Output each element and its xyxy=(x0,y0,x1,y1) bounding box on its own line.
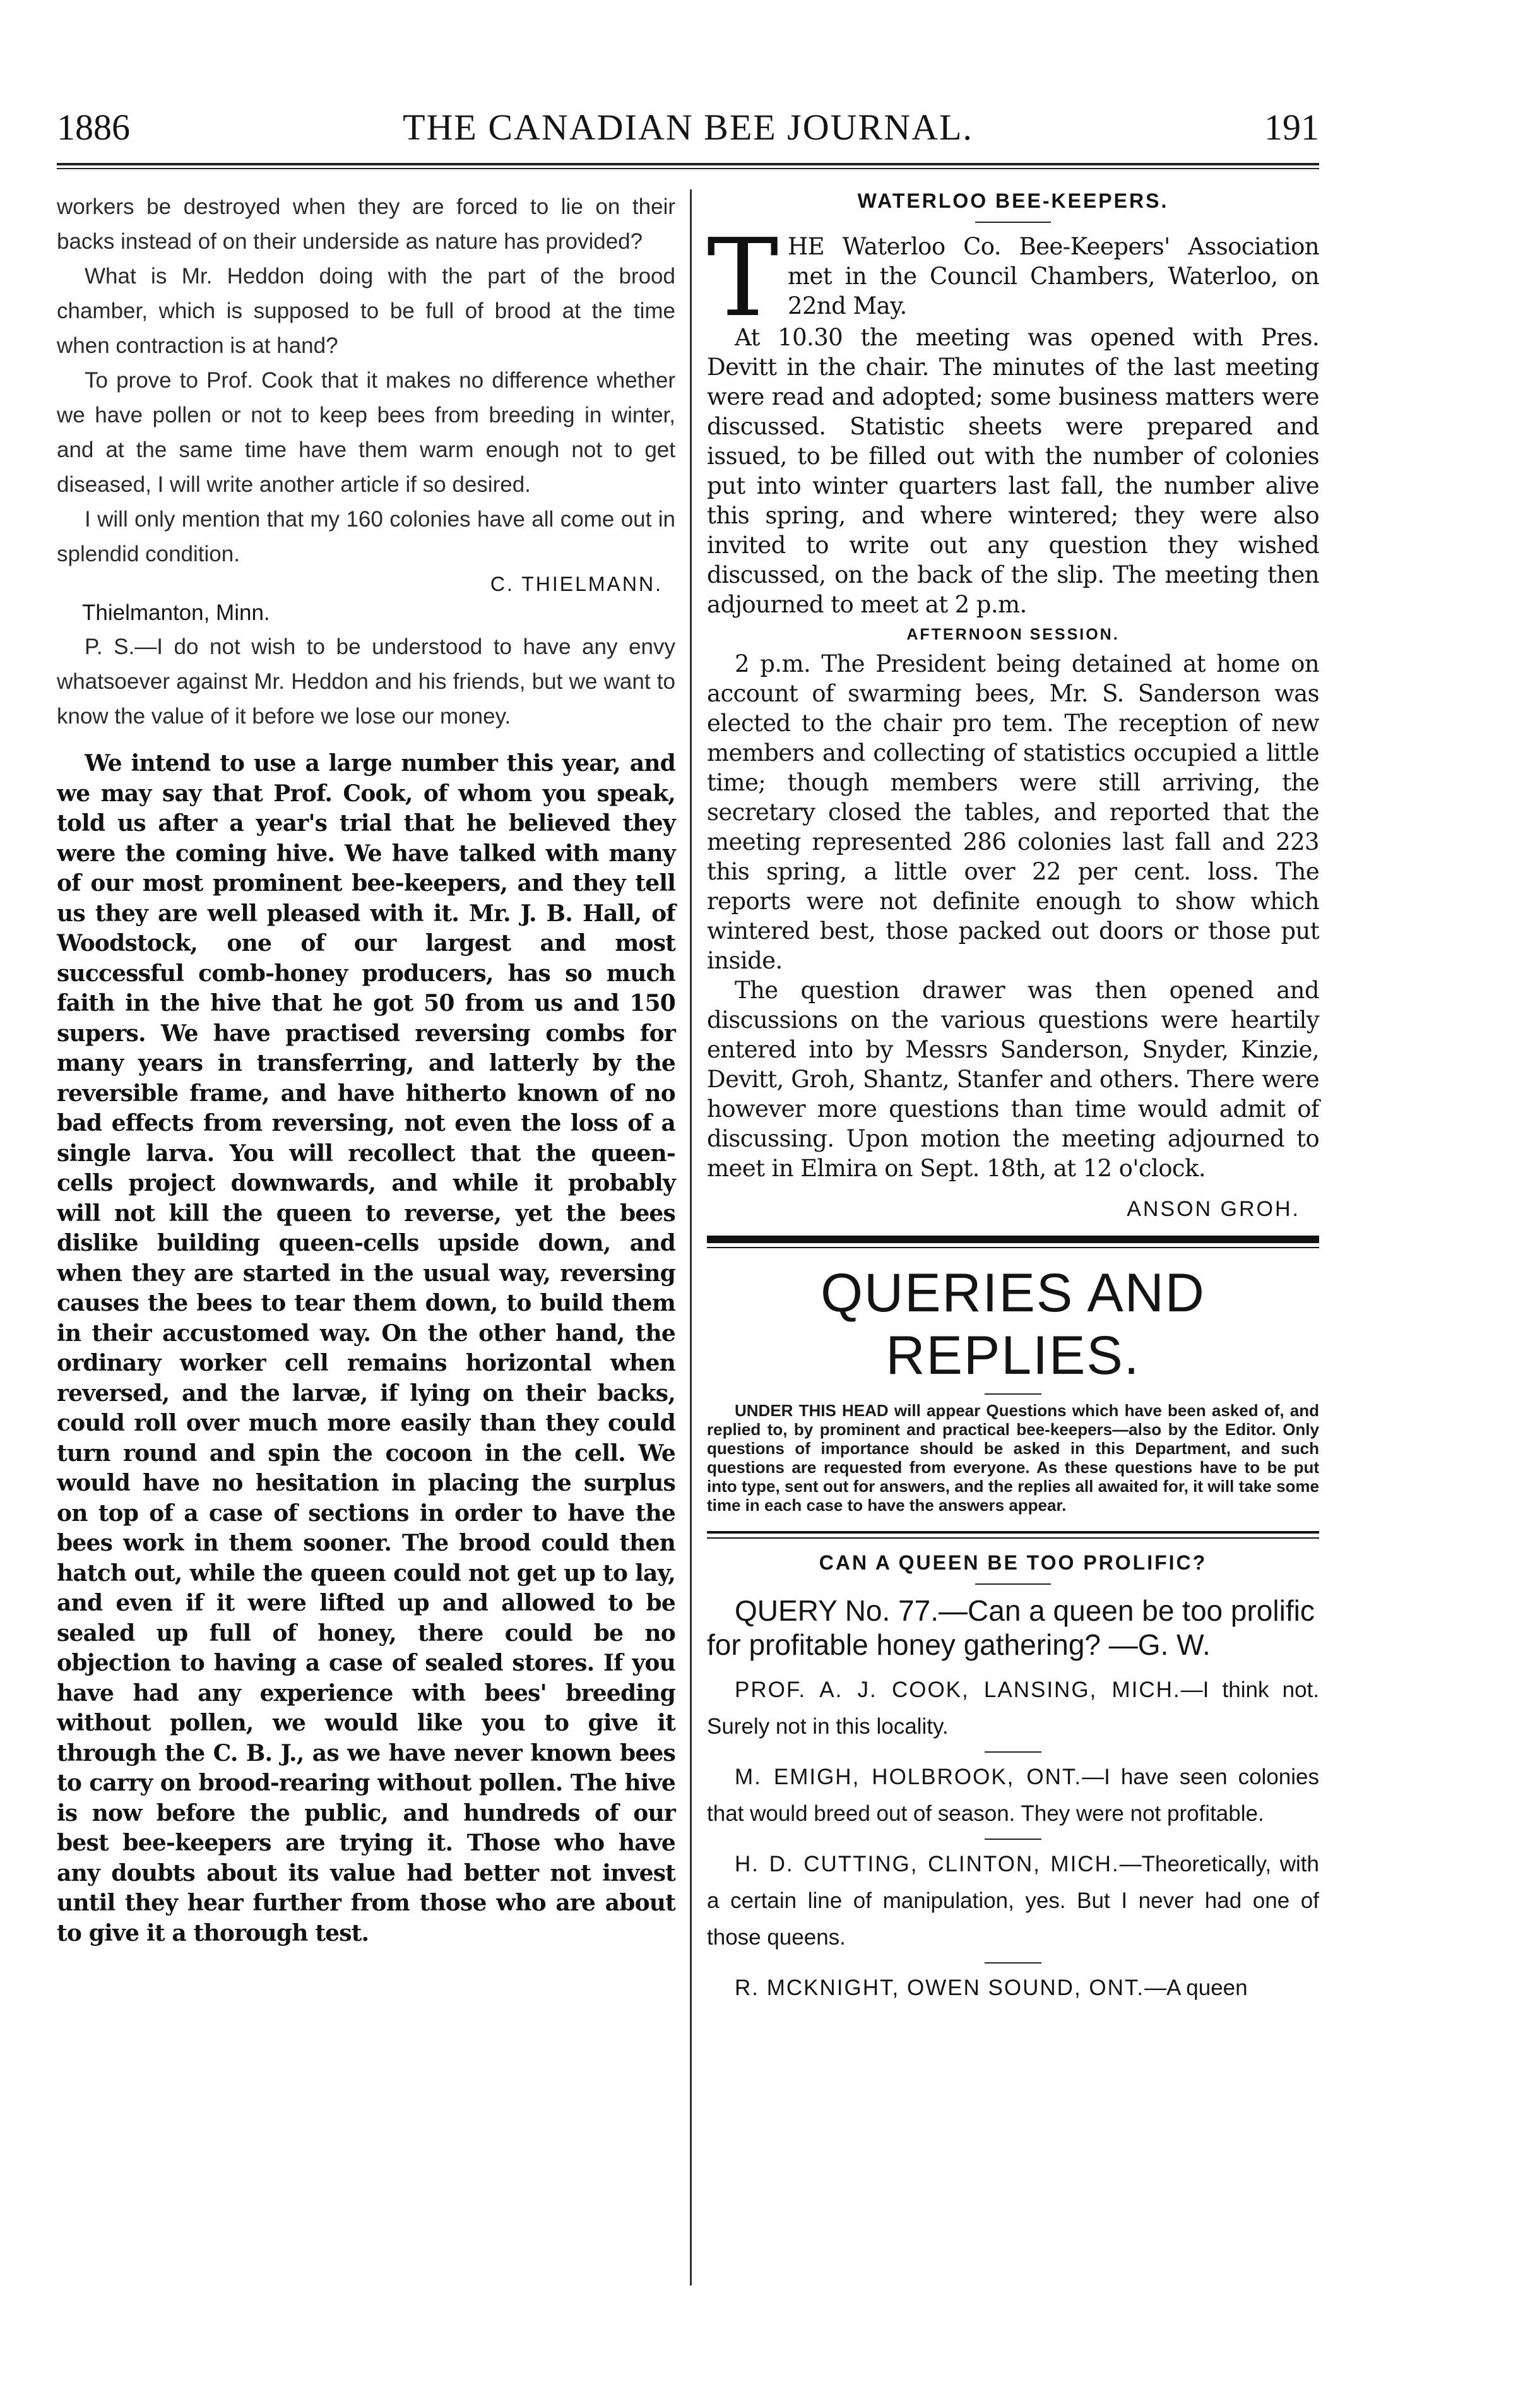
answer-rule xyxy=(985,1962,1041,1964)
journal-title: THE CANADIAN BEE JOURNAL. xyxy=(403,107,973,148)
page-header xyxy=(57,95,1319,164)
answer-text: —I have seen colonies that would breed out of season. They were not profitable. xyxy=(707,1765,1319,1826)
journal-page xyxy=(57,95,1319,2368)
answer-item xyxy=(707,1970,1319,2006)
intro-rule xyxy=(707,1531,1319,1539)
answer-author: PROF. A. J. COOK, LANSING, MICH. xyxy=(735,1678,1181,1702)
waterloo-paragraph: HE Waterloo Co. Bee-Keepers' Association met in the Council Chambers, Waterloo, on 22nd May. xyxy=(788,233,1319,319)
answer-text: —I think not. Surely not in this locality. xyxy=(707,1678,1319,1739)
right-column xyxy=(707,189,1319,2006)
editor-reply: We intend to use a large number this year, and we may say that Prof. Cook, of whom you speak, told us after a year's trial that he believed they were the coming hive. We have talked with many of our most prominent bee-keepers, and they tell us they are well pleased with it. Mr. J. B. Hall, of Woodstock, one of our largest and most successful comb-honey producers, has so much faith in the hive that he got 50 from us and 150 supers. We have practised reversing combs for many years in transferring, and latterly by the reversible frame, and have hitherto known of no bad effects from reversing, not even the loss of a single larva. You will recollect that the queen-cells project downwards, and while it probably will not kill the queen to reverse, yet the bees dislike building queen-cells upside down, and when they are started in the usual way, reversing causes the bees to tear them down, to build them in their accustomed way. On the other hand, the ordinary worker cell remains horizontal when reversed, and the larvæ, if lying on their backs, could roll over much more easily than they could turn round and spin the cocoon in the cell. We would have no hesitation in placing the surplus on top of a case of sections in order to have the bees work in them sooner. The brood could then hatch out, while the queen could not get up to lay, and even if it were lifted up and allowed to be sealed up full of honey, there could be no objection to having a case of sealed stores. If you have had any experience with bees' breeding without pollen, we would like you to give it through the C. B. J., as we have never known bees to carry on brood-rearing without pollen. The hive is now before the public, and hundreds of our best bee-keepers are trying it. Those who have any doubts about its value had better not invest until they hear further from those who are about to give it a thorough test. xyxy=(57,750,675,1946)
queen-heading: CAN A QUEEN BE TOO PROLIFIC? xyxy=(819,1551,1207,1574)
queries-intro: UNDER THIS HEAD will appear Questions which have been asked of, and replied to, by prominent and practical bee-keepers—also by the Editor. Only questions of importance should be asked in this Department, and such questions are requested from everyone. As these questions have to be put into type, sent out for answers, and the replies all awaited for, it will take some time in each case to have the answers appear. xyxy=(707,1401,1319,1515)
answer-author: M. EMIGH, HOLBROOK, ONT. xyxy=(735,1765,1082,1789)
answer-author: H. D. CUTTING, CLINTON, MICH. xyxy=(735,1852,1120,1876)
letter-paragraph: workers be destroyed when they are forced to lie on their backs instead of on their underside as nature has provided? xyxy=(57,194,675,254)
waterloo-intro xyxy=(707,216,1319,341)
waterloo-heading: WATERLOO BEE-KEEPERS. xyxy=(857,189,1169,212)
answer-item xyxy=(707,1846,1319,1956)
section-thick-rule xyxy=(707,1236,1319,1243)
header-year: 1886 xyxy=(57,107,130,148)
heading-rule xyxy=(975,222,1051,223)
title-rule xyxy=(985,1393,1041,1395)
answer-rule xyxy=(985,1839,1041,1840)
letter-signature: C. THIELMANN. xyxy=(490,573,663,595)
afternoon-paragraph: 2 p.m. The President being detained at home on account of swarming bees, Mr. S. Sanderson was elected to the chair pro tem. The reception of new members and collecting of statistics occupied a little time; though members were still arriving, the secretary closed the tables, and reported that the meeting represented 286 colonies last fall and 223 this spring, a little over 22 per cent. loss. The reports were not definite enough to show which wintered best, those packed out doors or those put inside. xyxy=(707,650,1319,974)
heading-rule xyxy=(975,1583,1051,1585)
query-text: QUERY No. 77.—Can a queen be too prolific for profitable honey gathering? —G. W. xyxy=(707,1594,1315,1661)
report-signature: ANSON GROH. xyxy=(1127,1197,1300,1221)
section-thin-rule xyxy=(707,1247,1319,1248)
queries-replies-title: QUERIES AND REPLIES. xyxy=(821,1263,1206,1386)
afternoon-heading: AFTERNOON SESSION. xyxy=(906,626,1120,643)
letter-paragraph: I will only mention that my 160 colonies have all come out in splendid condition. xyxy=(57,507,675,566)
answer-text: —Theoretically, with a certain line of manipulation, yes. But I never had one of those queens. xyxy=(707,1852,1319,1950)
left-column xyxy=(57,189,675,1948)
answer-item xyxy=(707,1672,1319,1745)
waterloo-paragraph: At 10.30 the meeting was opened with Pres. Devitt in the chair. The minutes of the last meeting were read and adopted; some business matters were discussed. Statistic sheets were prepared and issued, to be filled out with the number of colonies put into winter quarters last fall, the number alive this spring, and where wintered; they were also invited to write out any question they wished discussed, on the back of the slip. The meeting then adjourned to meet at 2 p.m. xyxy=(707,324,1319,618)
answer-rule xyxy=(985,1751,1041,1753)
answer-text: —A queen xyxy=(1144,1976,1248,2000)
letter-paragraph: What is Mr. Heddon doing with the part of the brood chamber, which is supposed to be full of brood at the time when contraction is at hand? xyxy=(57,264,675,358)
column-divider xyxy=(690,189,692,2286)
afternoon-paragraph: The question drawer was then opened and discussions on the various questions were heartily entered into by Messrs Sanderson, Snyder, Kinzie, Devitt, Groh, Shantz, Stanfer and others. There were however more questions than time would admit of discussing. Upon motion the meeting adjourned to meet in Elmira on Sept. 18th, at 12 o'clock. xyxy=(707,977,1319,1182)
header-rule xyxy=(57,163,1319,169)
answer-author: R. MCKNIGHT, OWEN SOUND, ONT. xyxy=(735,1976,1145,2000)
letter-place: Thielmanton, Minn. xyxy=(82,600,270,625)
page-number: 191 xyxy=(1264,107,1319,148)
answer-item xyxy=(707,1759,1319,1832)
drop-cap-letter: T xyxy=(707,216,779,341)
letter-paragraph: To prove to Prof. Cook that it makes no difference whether we have pollen or not to keep bees from breeding in winter, and at the same time have them warm enough not to get diseased, I will write another article if so desired. xyxy=(57,368,675,497)
postscript: P. S.—I do not wish to be understood to have any envy whatsoever against Mr. Heddon and his friends, but we want to know the value of it before we lose our money. xyxy=(57,635,675,729)
